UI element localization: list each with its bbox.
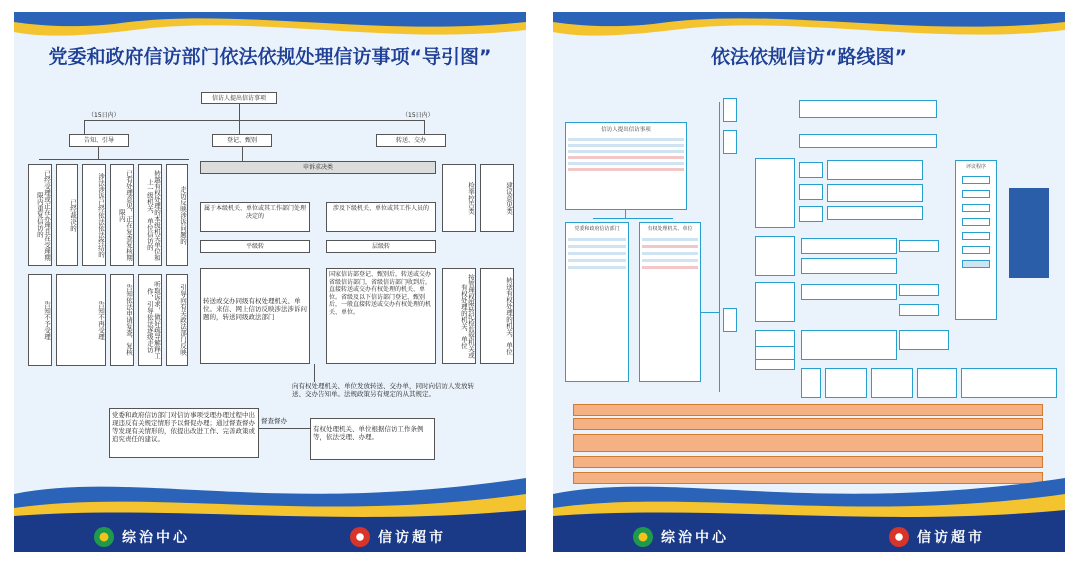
days-right-label: （15日内） [402,112,434,119]
route-card-f1 [801,284,897,300]
bottom-wave-decoration [553,464,1065,524]
branch-authority: 有权处理机关、单位 [639,222,701,382]
final-handle-box: 有权处理机关、单位根据信访工作条例等，依法受理、办理。 [310,418,435,460]
route-side-2 [899,284,939,296]
route-side-3 [899,304,939,316]
route-card-i3 [871,368,913,398]
result-reject: 告知不予受理 [28,274,52,366]
market-brand: 信访超市 [350,527,446,547]
route-node-1 [723,98,737,122]
result-review: 告知依法申请复查、复核 [110,274,134,366]
orange-band-2 [573,418,1043,430]
market-logo-icon [889,527,909,547]
supervise-label: 督查督办 [261,417,287,425]
complaint-category: 申诉求决类 [200,161,436,174]
route-card-i4 [917,368,957,398]
register-node: 登记、甄别 [212,134,272,147]
route-card-j [961,368,1057,398]
market-logo-icon [350,527,370,547]
report-result: 按管理权限转纪检监察机关或有权处理的机关、单位 [442,268,476,364]
case-col-3: 涉法涉诉已经依法依法终结的 [82,164,106,266]
result-no-more: 告知不再受理 [56,274,106,366]
case-col-5: 转越有权处理的本级机关单位和上一级机关、单位信访的 [138,164,162,266]
center-logo-icon [633,527,653,547]
route-card-f [755,282,795,322]
right-poster [553,12,1065,552]
route-card-b2 [799,184,823,200]
same-level-transfer: 平级转 [200,240,310,253]
orange-band-1 [573,404,1043,416]
evaluation-program: 评议程序 [955,160,997,320]
suggest-result: 转送有权处理的机关、单位 [480,268,514,364]
footer-bar [14,522,526,552]
case-col-6: 走访反映涉诉问题的 [166,164,188,266]
route-card-e2 [801,258,897,274]
route-card-h [755,346,795,360]
center-brand: 综治中心 [94,527,190,547]
supervise-box: 党委和政府信访部门对信访事项受理办理过程中出现违反有关规定情形予以督促办理；通过督查督办等发现有关情形的，依提出改进工作、完善政策或追究责任的建议。 [109,408,259,458]
case-col-4: 已有处理意见，正在复查复核期限内 [110,164,134,266]
route-row-1 [799,100,937,118]
question-same-level: 属于本级机关、单位或其工作部门处理决定的 [200,202,310,232]
layered-text: 国家信访部登记、甄别后，转送或交办省级信访部门，省级信访部门收到后，直接转送或交办有权处理的机关、单位。省级及以下信访部门登记、甄别后，一般直接转送或交办有权处理的机关、单位。 [326,268,436,364]
question-lower-level: 涉及下级机关、单位或其工作人员的 [326,202,436,232]
orange-band-3 [573,434,1043,452]
layered-transfer: 层级转 [326,240,436,253]
blue-result-box [1009,188,1049,278]
transfer-node: 转送、交办 [376,134,446,147]
bottom-wave-decoration [14,464,526,524]
route-side-1 [899,240,939,252]
suggest-category: 建议意见类 [480,164,514,232]
route-node-3 [723,308,737,332]
result-legal: 引导向有关政法部门反映 [166,274,188,366]
start-area: 信访人提出信访事项 [565,122,687,210]
route-card-i2 [825,368,867,398]
result-guide: 听取诉求，做好疏导解释工作，引导依法逐级走访 [138,274,162,366]
route-card-a [755,158,795,228]
route-card-c3 [827,206,923,220]
route-card-i1 [801,368,821,398]
center-logo-icon [94,527,114,547]
case-col-1: 已经受理或正在办理且在受理期限内重复信访的 [28,164,52,266]
same-level-text: 转送或交办同级有权处理机关、单位。来信、网上信访反映涉法涉诉问题的，转送同级政法部门 [200,268,310,364]
route-row-2 [799,134,937,148]
inform-node: 告知、引导 [69,134,129,147]
route-side-4 [899,330,949,350]
route-card-b3 [799,206,823,222]
route-card-c1 [827,160,923,180]
left-poster [14,12,526,552]
start-node: 信访人提出信访事项 [201,92,277,104]
route-card-b1 [799,162,823,178]
case-col-2: 已经裁决的 [56,164,78,266]
days-left-label: （15日内） [88,112,120,119]
route-card-e1 [801,238,897,254]
center-brand: 综治中心 [633,527,729,547]
transfer-notice: 向有权处理机关、单位发放转送、交办单，同时向信访人发放转送、交办告知单。法规政策另有规定的从其规定。 [292,382,474,399]
branch-petition-office: 党委和政府信访部门 [565,222,629,382]
report-category: 检举控告类 [442,164,476,232]
route-card-g1 [801,330,897,360]
footer-bar [553,522,1065,552]
route-card-d [755,236,795,276]
market-brand: 信访超市 [889,527,985,547]
route-node-2 [723,130,737,154]
route-card-c2 [827,184,923,202]
poster-title: 依法依规信访“路线图” [711,46,907,68]
poster-title: 党委和政府信访部门依法依规处理信访事项“导引图” [48,46,492,68]
